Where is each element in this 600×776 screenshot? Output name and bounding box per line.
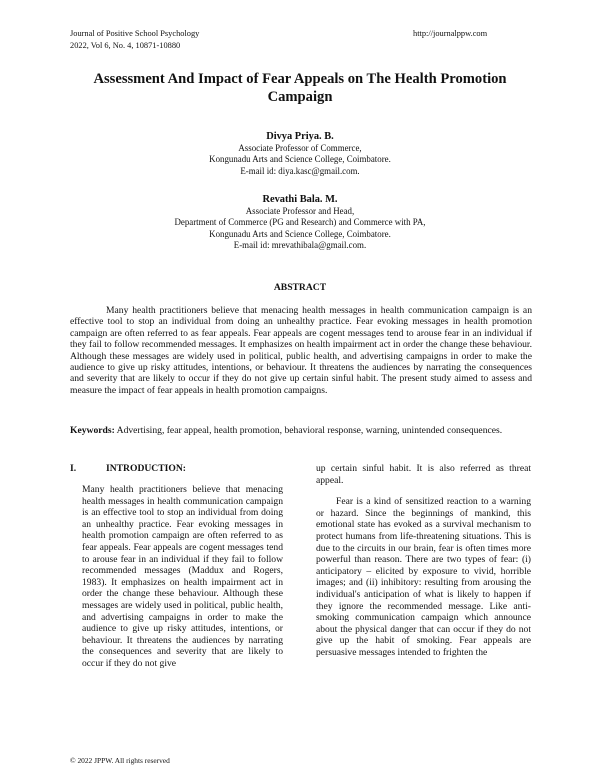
right-column-para-1: up certain sinful habit. It is also referred as threat appeal. [316, 463, 531, 486]
journal-url[interactable]: http://journalppw.com [413, 29, 488, 38]
author-affiliation-line: Kongunadu Arts and Science College, Coimbatore. [209, 154, 391, 165]
journal-volume: 2022, Vol 6, No. 4, 10871-10880 [70, 41, 181, 50]
author-affiliation-line: Associate Professor of Commerce, [238, 143, 362, 153]
abstract-heading: ABSTRACT [273, 282, 327, 293]
author-name: Revathi Bala. M. [262, 194, 338, 205]
author-name: Divya Priya. B. [266, 131, 334, 142]
author-email[interactable]: E-mail id: diya.kasc@gmail.com. [240, 165, 360, 176]
right-column-para-2: Fear is a kind of sensitized reaction to a warning or hazard. Since the beginnings of mankind, this emotional state has evoked as a survival mechanism to protect humans from life-threatening situations. This is due to the circuits in our brain, fear is often times more powerful than reason. There are two types of fear: (i) anticipatory – elicited by exposure to vivid, horrible images; and (ii) inhibitory: resulting from arousing the individual's anticipation of what is likely to happen if they ignore the recommended message. Like anti-smoking communication campaign which announce about the physical danger that can occur if they do not give up the habit of smoking. Fear appeals are persuasive messages intended to frighten the [316, 496, 531, 658]
author-block-1 [80, 130, 520, 177]
author-affiliation-line: Associate Professor and Head, [245, 206, 355, 216]
abstract-text: Many health practitioners believe that menacing health messages in health communication campaign is an effective tool to stop an individual from doing an unhealthy practice. Fear evoking messages in health promotion campaign are often referred to as fear appeals. Fear appeals are cogent messages tend to arouse fear in an individual if they fail to follow recommended messages. It emphasizes on health impairment act in order the change these behaviour. Although these messages are widely used in political, public health, and advertising campaigns in order to make the audience to give up risky attitudes, intentions, or behaviour. It threatens the audiences by narrating the consequences and severity that are likely to occur if they do not give up certain sinful habit. The present study aimed to assess and measure the impact of fear appeals in health promotion campaigns. [70, 305, 532, 396]
author-block-2 [80, 193, 520, 252]
section-number: I. [70, 463, 77, 474]
copyright-footer: © 2022 JPPW. All rights reserved [70, 756, 170, 765]
author-email[interactable]: E-mail id: mrevathibala@gmail.com. [233, 240, 367, 251]
keywords-label: Keywords: [70, 425, 115, 436]
left-column-text: Many health practitioners believe that menacing health messages in health communication campaign is an effective tool to stop an individual from doing an unhealthy practice. Fear evoking messages in health promotion campaign are often referred to as fear appeals. Fear appeals are cogent messages tend to arouse fear in an individual if they fail to follow recommended messages (Maddux and Rogers, 1983). It emphasizes on health impairment act in order the change these behaviour. Although these messages are widely used in political, public health, and advertising campaigns in order to make the audience to give up risky attitudes, intentions, or behaviour. It threatens the audiences by narrating the consequences and severity that are likely to occur if they do not give [82, 484, 283, 669]
keywords [70, 425, 532, 436]
left-column [82, 484, 283, 670]
abstract-body [70, 305, 532, 396]
paper-title: Assessment And Impact of Fear Appeals on The Health Promotion Campaign [93, 71, 507, 105]
author-affiliation-line: Department of Commerce (PG and Research) and Commerce with PA, [174, 217, 426, 228]
journal-name: Journal of Positive School Psychology [70, 29, 200, 38]
section-title: INTRODUCTION: [106, 463, 186, 474]
author-affiliation-line: Kongunadu Arts and Science College, Coimbatore. [209, 228, 391, 239]
keywords-text: Advertising, fear appeal, health promotion, behavioral response, warning, unintended consequences. [116, 425, 503, 436]
right-column [316, 463, 531, 659]
